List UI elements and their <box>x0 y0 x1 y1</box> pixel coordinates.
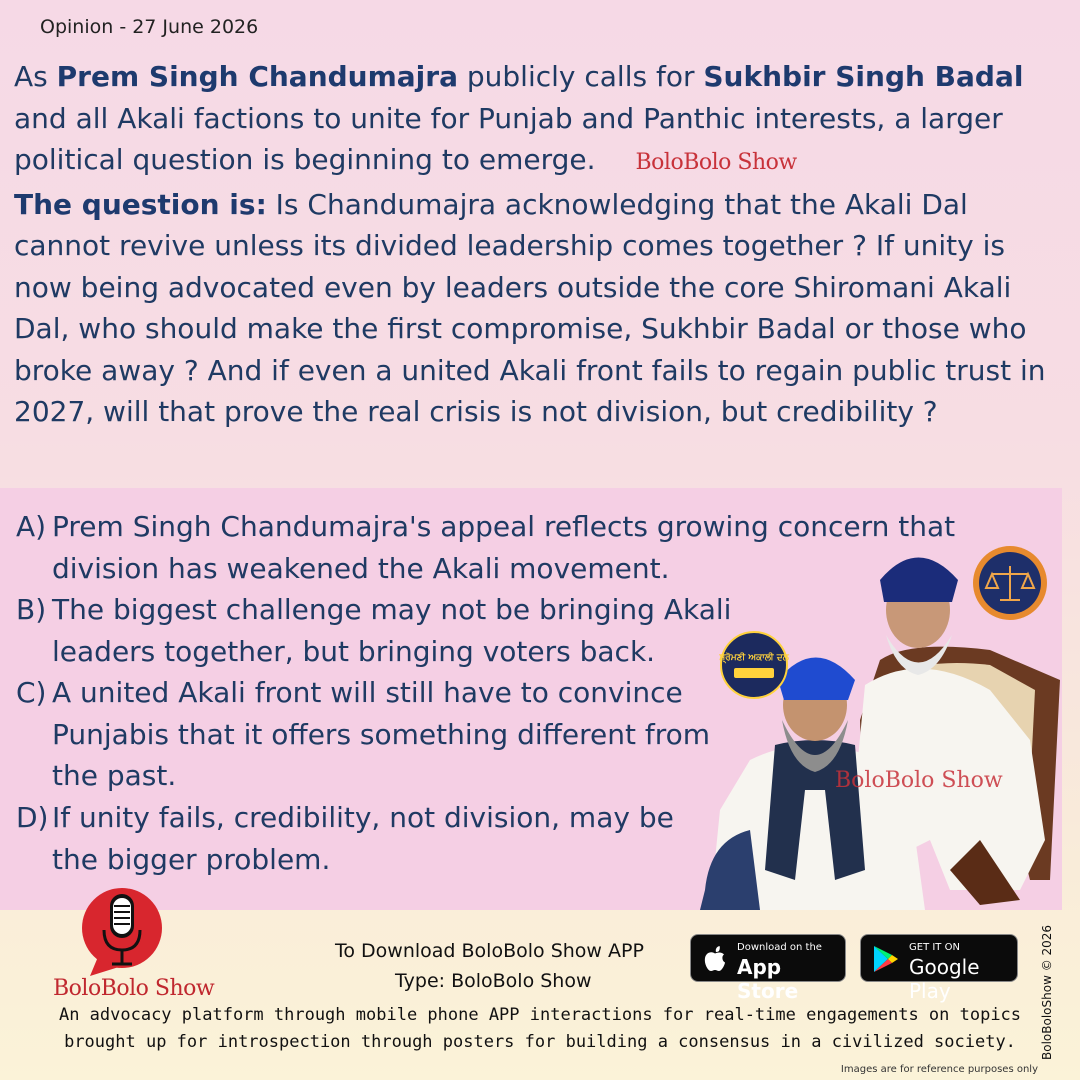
apple-icon <box>703 945 727 973</box>
illustration-watermark: BoloBolo Show <box>835 768 1003 793</box>
leader-1-chair <box>700 830 760 910</box>
option-b-text: The biggest challenge may not be bringing Akali leaders together, but bringing voters back. <box>52 593 732 668</box>
type-instruction: Type: BoloBolo Show <box>395 970 592 992</box>
option-d[interactable] <box>16 797 716 880</box>
disclaimer: Images are for reference purposes only <box>840 1064 1038 1075</box>
option-d-letter: D) <box>16 801 49 834</box>
advocacy-line-2: brought up for introspection through posters for building a consensus in a civilized society. <box>64 1032 1016 1052</box>
advocacy-line-1: An advocacy platform through mobile phone APP interactions for real-time engagements on topics <box>58 1005 1022 1025</box>
leaders-illustration <box>690 540 1070 910</box>
option-d-text: If unity fails, credibility, not division, may be the bigger problem. <box>52 801 674 876</box>
option-b[interactable] <box>16 589 756 672</box>
dateline: Opinion - 27 June 2026 <box>40 16 259 38</box>
google-play-icon <box>871 944 901 974</box>
intro-text <box>14 56 1064 433</box>
app-store-small: Download on the <box>737 942 822 953</box>
option-c[interactable] <box>16 672 756 797</box>
download-instruction: To Download BoloBolo Show APP <box>335 940 644 962</box>
question-text: Is Chandumajra acknowledging that the Akali Dal cannot revive unless its divided leadership comes together ? If unity is now being advocated even by leaders outside the core Shiromani Akali Dal, who should make the first compromise, Sukhbir Badal or those who broke away ? And if even a united Akali front fails to regain public trust in 2027, will that prove the real crisis is not division, but credibility ? <box>14 187 1046 428</box>
app-store-button[interactable] <box>690 934 846 1003</box>
option-a-text: Prem Singh Chandumajra's appeal reflects growing concern that division has weakened the Akali movement. <box>52 510 956 585</box>
app-store-label: App Store <box>737 955 799 1003</box>
google-play-small: GET IT ON <box>909 942 960 953</box>
leader-2-turban <box>880 558 958 603</box>
google-play-label: Google Play <box>909 955 980 1003</box>
intro-p1-a: As <box>14 60 57 93</box>
google-play-button[interactable] <box>860 934 1018 1003</box>
option-c-text: A united Akali front will still have to convince Punjabis that it offers something different from the past. <box>52 676 711 792</box>
party-logo-label: ਸ਼੍ਰੋਮਣੀ ਅਕਾਲੀ ਦਲ <box>719 653 789 663</box>
microphone-icon <box>50 880 220 980</box>
intro-p1-e: and all Akali factions to unite for Punjab and Panthic interests, a larger political question is beginning to emerge. <box>14 101 1003 176</box>
question-label: The question is: <box>14 187 267 221</box>
intro-p1-c: publicly calls for <box>457 60 704 93</box>
option-a-letter: A) <box>16 510 47 543</box>
party-logo <box>721 632 787 698</box>
advocacy-statement <box>0 1002 1080 1056</box>
party-logo-band <box>734 668 774 678</box>
copyright: BoloBoloShow © 2026 <box>1040 924 1054 1060</box>
intro-watermark: BoloBolo Show <box>635 150 797 175</box>
option-b-letter: B) <box>16 593 47 626</box>
logo-text: BoloBolo Show <box>53 976 215 1001</box>
leaders-svg <box>690 540 1070 910</box>
name-chandumajra: Prem Singh Chandumajra <box>56 60 458 93</box>
option-c-letter: C) <box>16 676 47 709</box>
leader-1-turban <box>778 658 855 701</box>
name-sukhbir: Sukhbir Singh Badal <box>703 60 1024 93</box>
